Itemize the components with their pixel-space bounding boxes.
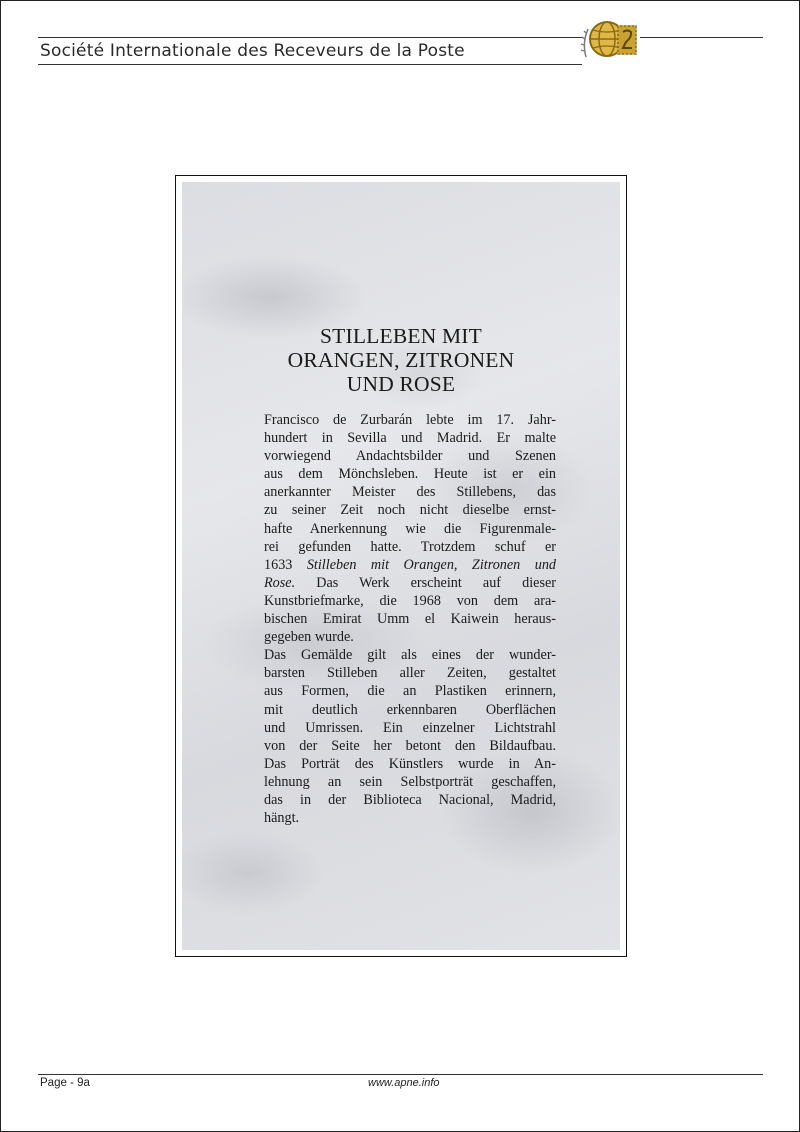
body-line: hundert in Sevilla und Madrid. Er malte	[264, 430, 556, 447]
body-line: hängt.	[264, 810, 300, 827]
body-text: Das Werk erscheint auf dieser	[295, 574, 556, 591]
card-title-line: ORANGEN, ZITRONEN	[287, 348, 515, 372]
marbled-paper-background	[182, 182, 620, 950]
body-line: Francisco de Zurbarán lebte im 17. Jahr-	[264, 412, 556, 428]
card-title-line: UND ROSE	[346, 372, 456, 396]
body-line: und Umrissen. Ein einzelner Lichtstrahl	[264, 719, 556, 736]
body-line: Das Gemälde gilt als eines der wunder-	[264, 647, 556, 664]
body-line: rei gefunden hatte. Trotzdem schuf er	[264, 538, 556, 555]
footer-rule	[38, 1074, 763, 1075]
body-line: aus Formen, die an Plastiken erinnern,	[264, 683, 556, 700]
body-text: 1633	[264, 556, 307, 573]
website-link[interactable]: www.apne.info	[368, 1077, 440, 1089]
body-line: anerkannter Meister des Stillebens, das	[264, 484, 556, 501]
body-line: aus dem Mönchsleben. Heute ist er ein	[264, 466, 556, 483]
header-rule-right	[640, 37, 763, 38]
sirp-globe-logo-icon	[580, 17, 642, 65]
body-line: Kunstbriefmarke, die 1968 von dem ara-	[264, 592, 556, 609]
body-line: lehnung an sein Selbstporträt geschaffen,	[264, 773, 556, 790]
artwork-title-italic: Rose.	[264, 574, 296, 591]
body-line: mit deutlich erkennbaren Oberflächen	[264, 701, 556, 718]
body-line: gegeben wurde.	[264, 629, 354, 646]
body-line-with-italic	[264, 574, 556, 592]
body-line: Das Porträt des Künstlers wurde in An-	[264, 755, 556, 772]
body-line: vorwiegend Andachtsbilder und Szenen	[264, 448, 556, 465]
card-title-line: STILLEBEN MIT	[319, 324, 483, 348]
body-line: zu seiner Zeit noch nicht dieselbe ernst-	[264, 502, 556, 519]
artwork-title-italic: Stilleben mit Orangen, Zitronen und	[306, 556, 557, 573]
card-body-text	[264, 411, 556, 827]
body-line: von der Seite her betont den Bildaufbau.	[264, 737, 556, 754]
header-title: Société Internationale des Receveurs de la Poste	[40, 41, 465, 61]
page-number: Page - 9a	[40, 1077, 90, 1089]
body-line: bischen Emirat Umm el Kaiwein heraus-	[264, 611, 556, 628]
header-rule	[38, 37, 582, 38]
body-line: das in der Biblioteca Nacional, Madrid,	[264, 791, 556, 808]
body-line: barsten Stilleben aller Zeiten, gestaltet	[264, 665, 556, 682]
body-line-with-italic	[264, 556, 556, 574]
header-underline	[38, 64, 582, 65]
card-title	[182, 324, 620, 396]
stamp-info-card	[175, 175, 627, 957]
body-line: hafte Anerkennung wie die Figurenmale-	[264, 520, 556, 537]
